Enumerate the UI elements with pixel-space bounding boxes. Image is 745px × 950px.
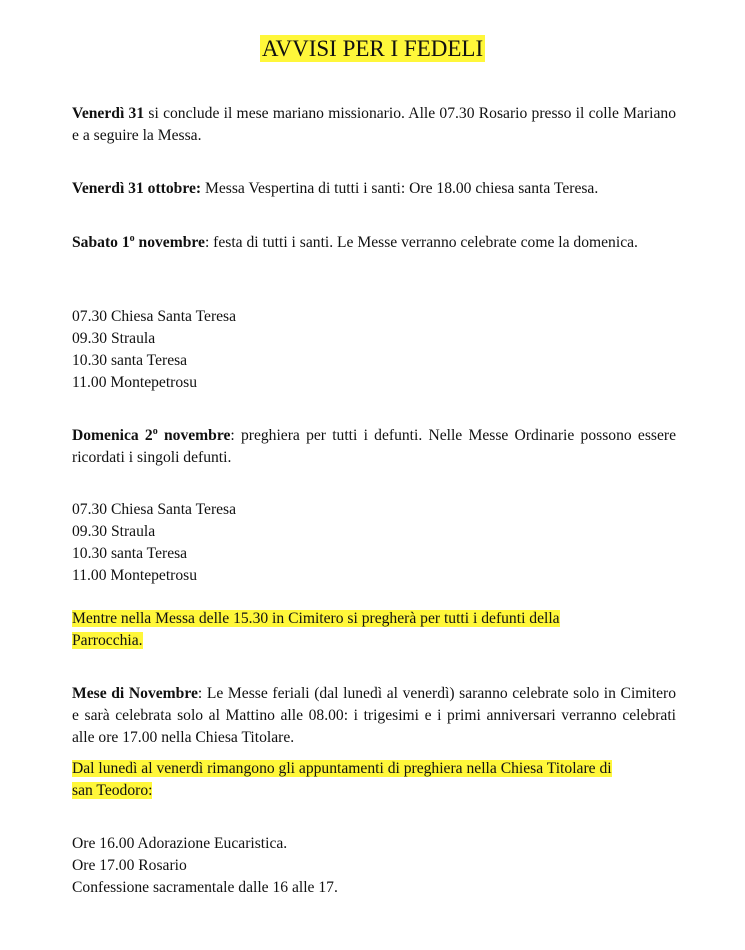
notice-november: Mese di Novembre: Le Messe feriali (dal lunedì al venerdì) saranno celebrate solo in Cimitero e sarà celebrata solo al Mattino alle 08.00: i trigesimi e i primi anniversari verranno celebrati alle ore 17.00 nella Chiesa Titolare.	[72, 685, 676, 746]
page-title: AVVISI PER I FEDELI	[261, 36, 484, 61]
notice-all-souls: Domenica 2$^o$ novembre: preghiera per tutti i defunti. Nelle Messe Ordinarie possono essere ricordati i singoli defunti.	[72, 426, 676, 466]
schedule-item: 11.00 Montepetrosu	[72, 567, 198, 584]
schedule-item: Ore 16.00 Adorazione Eucaristica.	[72, 835, 288, 852]
schedule-item: 10.30 santa Teresa	[72, 352, 188, 369]
highlight-cemetery-mass: Mentre nella Messa delle 15.30 in Cimitero si pregherà per tutti i defunti della Parrocchia.	[72, 610, 560, 649]
mass-schedule-saturday	[72, 306, 676, 394]
highlight-weekday-prayer: Dal lunedì al venerdì rimangono gli appuntamenti di preghiera nella Chiesa Titolare di san Teodoro:	[72, 760, 612, 799]
all-souls-date: Domenica 2$^o$ novembre	[72, 426, 231, 444]
notice-vespers: Venerdì 31 ottobre: Messa Vespertina di tutti i santi: Ore 18.00 chiesa santa Teresa.	[72, 180, 599, 197]
schedule-item: 10.30 santa Teresa	[72, 545, 188, 562]
notice-all-saints: Sabato 1$^o$ novembre: festa di tutti i santi. Le Messe verranno celebrate come la domenica.	[72, 233, 638, 251]
schedule-item: Confessione sacramentale dalle 16 alle 17.	[72, 879, 338, 896]
schedule-item: 09.30 Straula	[72, 330, 156, 347]
schedule-item: Ore 17.00 Rosario	[72, 857, 187, 874]
schedule-item: 09.30 Straula	[72, 523, 156, 540]
mass-schedule-sunday	[72, 499, 676, 587]
schedule-item: 07.30 Chiesa Santa Teresa	[72, 308, 237, 325]
schedule-item: 07.30 Chiesa Santa Teresa	[72, 501, 237, 518]
all-saints-date: Sabato 1$^o$ novembre	[72, 233, 205, 251]
weekday-schedule	[72, 833, 676, 899]
schedule-item: 11.00 Montepetrosu	[72, 374, 198, 391]
notice-rosary: Venerdì 31 si conclude il mese mariano missionario. Alle 07.30 Rosario presso il colle Mariano e a seguire la Messa.	[72, 105, 676, 144]
